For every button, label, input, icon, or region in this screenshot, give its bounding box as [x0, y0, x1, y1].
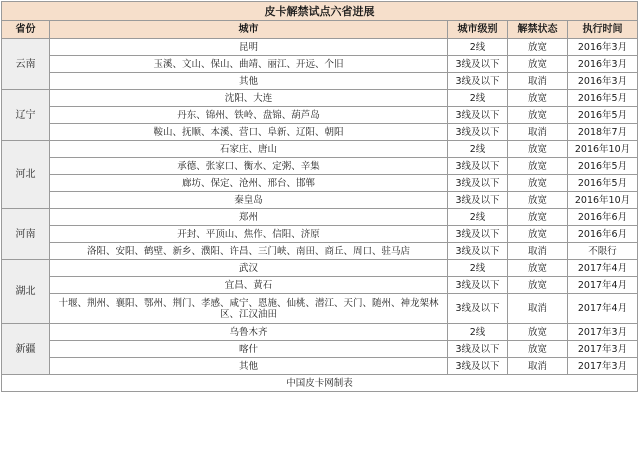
level-cell: 3线及以下: [448, 107, 508, 124]
city-cell: 沈阳、大连: [50, 90, 448, 107]
header-city-level: 城市级别: [448, 21, 508, 39]
time-cell: 2016年10月: [568, 192, 638, 209]
header-city: 城市: [50, 21, 448, 39]
level-cell: 2线: [448, 209, 508, 226]
level-cell: 3线及以下: [448, 226, 508, 243]
province-cell: 云南: [2, 39, 50, 90]
time-cell: 2016年5月: [568, 158, 638, 175]
table-footer: 中国皮卡网制表: [2, 375, 638, 392]
time-cell: 2016年5月: [568, 175, 638, 192]
status-cell: 放宽: [508, 226, 568, 243]
status-cell: 取消: [508, 73, 568, 90]
level-cell: 3线及以下: [448, 341, 508, 358]
level-cell: 2线: [448, 141, 508, 158]
time-cell: 不限行: [568, 243, 638, 260]
header-time: 执行时间: [568, 21, 638, 39]
status-cell: 放宽: [508, 158, 568, 175]
level-cell: 3线及以下: [448, 294, 508, 324]
city-cell: 鞍山、抚顺、本溪、营口、阜新、辽阳、朝阳: [50, 124, 448, 141]
province-cell: 新疆: [2, 324, 50, 375]
time-cell: 2016年5月: [568, 107, 638, 124]
level-cell: 3线及以下: [448, 158, 508, 175]
city-cell: 其他: [50, 358, 448, 375]
table-title: 皮卡解禁试点六省进展: [2, 2, 638, 21]
time-cell: 2016年3月: [568, 73, 638, 90]
time-cell: 2017年4月: [568, 294, 638, 324]
status-cell: 放宽: [508, 90, 568, 107]
status-cell: 放宽: [508, 209, 568, 226]
level-cell: 3线及以下: [448, 358, 508, 375]
city-cell: 玉溪、文山、保山、曲靖、丽江、开远、个旧: [50, 56, 448, 73]
progress-table: [1, 1, 638, 392]
level-cell: 3线及以下: [448, 277, 508, 294]
status-cell: 放宽: [508, 192, 568, 209]
status-cell: 放宽: [508, 260, 568, 277]
time-cell: 2016年10月: [568, 141, 638, 158]
city-cell: 十堰、荆州、襄阳、鄂州、荆门、孝感、咸宁、恩施、仙桃、潜江、天门、随州、神龙架林区、江汉油田: [50, 294, 448, 324]
city-cell: 喀什: [50, 341, 448, 358]
status-cell: 取消: [508, 124, 568, 141]
level-cell: 2线: [448, 39, 508, 56]
city-cell: 石家庄、唐山: [50, 141, 448, 158]
status-cell: 放宽: [508, 341, 568, 358]
status-cell: 放宽: [508, 324, 568, 341]
time-cell: 2016年6月: [568, 209, 638, 226]
status-cell: 放宽: [508, 141, 568, 158]
province-cell: 河北: [2, 141, 50, 209]
city-cell: 乌鲁木齐: [50, 324, 448, 341]
level-cell: 2线: [448, 324, 508, 341]
time-cell: 2018年7月: [568, 124, 638, 141]
status-cell: 放宽: [508, 39, 568, 56]
level-cell: 2线: [448, 260, 508, 277]
time-cell: 2017年4月: [568, 260, 638, 277]
level-cell: 3线及以下: [448, 243, 508, 260]
status-cell: 放宽: [508, 107, 568, 124]
time-cell: 2017年3月: [568, 358, 638, 375]
city-cell: 其他: [50, 73, 448, 90]
status-cell: 放宽: [508, 277, 568, 294]
time-cell: 2016年6月: [568, 226, 638, 243]
level-cell: 3线及以下: [448, 56, 508, 73]
status-cell: 取消: [508, 243, 568, 260]
level-cell: 2线: [448, 90, 508, 107]
level-cell: 3线及以下: [448, 175, 508, 192]
time-cell: 2017年4月: [568, 277, 638, 294]
city-cell: 丹东、锦州、铁岭、盘锦、葫芦岛: [50, 107, 448, 124]
city-cell: 昆明: [50, 39, 448, 56]
status-cell: 取消: [508, 294, 568, 324]
time-cell: 2017年3月: [568, 324, 638, 341]
city-cell: 秦皇岛: [50, 192, 448, 209]
time-cell: 2016年5月: [568, 90, 638, 107]
city-cell: 郑州: [50, 209, 448, 226]
province-cell: 湖北: [2, 260, 50, 324]
city-cell: 宜昌、黄石: [50, 277, 448, 294]
city-cell: 洛阳、安阳、鹤壁、新乡、濮阳、许昌、三门峡、南田、商丘、周口、驻马店: [50, 243, 448, 260]
level-cell: 3线及以下: [448, 124, 508, 141]
time-cell: 2017年3月: [568, 341, 638, 358]
province-cell: 辽宁: [2, 90, 50, 141]
city-cell: 开封、平顶山、焦作、信阳、济原: [50, 226, 448, 243]
table-container: [1, 1, 639, 460]
province-cell: 河南: [2, 209, 50, 260]
header-status: 解禁状态: [508, 21, 568, 39]
level-cell: 3线及以下: [448, 192, 508, 209]
city-cell: 承德、张家口、衡水、定粥、辛集: [50, 158, 448, 175]
status-cell: 取消: [508, 358, 568, 375]
city-cell: 廊坊、保定、沧州、邢台、邯郸: [50, 175, 448, 192]
status-cell: 放宽: [508, 175, 568, 192]
time-cell: 2016年3月: [568, 56, 638, 73]
header-province: 省份: [2, 21, 50, 39]
level-cell: 3线及以下: [448, 73, 508, 90]
time-cell: 2016年3月: [568, 39, 638, 56]
status-cell: 放宽: [508, 56, 568, 73]
city-cell: 武汉: [50, 260, 448, 277]
